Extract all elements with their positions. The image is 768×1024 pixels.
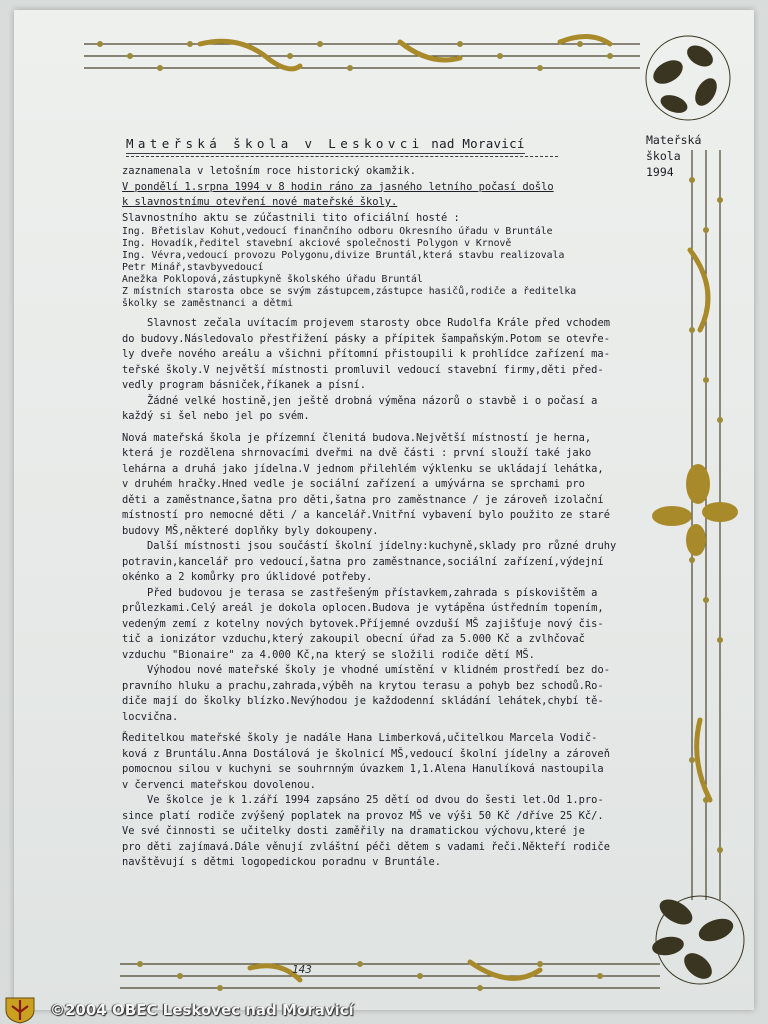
text-line: Ing. Hovadík,ředitel stavební akciové společnosti Polygon v Krnově	[122, 238, 512, 249]
text-line: v červenci mateřskou dovolenou.	[122, 778, 316, 791]
text-line: Ve své činnosti se učitelky dosti zaměřily na dramatickou výchovu,které je	[122, 825, 585, 837]
text-line: budovy MŠ,některé doplňky byly dokoupeny.	[122, 524, 379, 537]
side-note	[646, 132, 716, 180]
text-line: zaznamenala v letošním roce historický okamžik.	[122, 165, 417, 177]
text-line: vzduchu "Bionaire" za 4.000 Kč,na který se složili rodiče dětí MŠ.	[122, 648, 535, 661]
document-title	[126, 136, 525, 154]
text-line: locvična.	[122, 710, 179, 723]
text-line: vedly program básniček,říkanek a písní.	[122, 379, 366, 391]
page-number: 143	[292, 963, 312, 976]
text-line: pravního hluku a prachu,zahrada,výběh na krytou terasu a pohyb bez schodů.Ro-	[122, 679, 604, 692]
text-line: tič a ionizátor vzduchu,který zakoupil obecní úřad za 5.000 Kč a zvlhčovač	[122, 633, 585, 645]
text-line: okénko a 2 komůrky pro úklidové potřeby.	[122, 571, 373, 583]
text-line: Další místnosti jsou součástí školní jídelny:kuchyně,sklady pro různé druhy	[122, 540, 617, 552]
text-line: Před budovou je terasa se zastřešeným přístavkem,zahrada s pískovištěm a	[122, 586, 598, 599]
text-line: Ing. Břetislav Kohut,vedoucí finančního odboru Okresního úřadu v Bruntále	[122, 226, 553, 237]
coat-of-arms-icon	[2, 996, 38, 1024]
text-line: místností pro nemocné děti / a kancelář.Vnitřní vybavení bylo použito ze staré	[122, 509, 610, 521]
text-line: Výhodou nové mateřské školy je vhodné umístění v klidném prostředí bez do-	[122, 664, 610, 676]
text-line: průlezkami.Celý areál je dokola oplocen.Budova je vytápěna ústředním topením,	[122, 602, 604, 614]
side-note-line: Mateřská	[646, 133, 702, 147]
text-line: Z místních starosta obce se svým zástupcem,zástupce hasičů,rodiče a ředitelka	[122, 286, 577, 297]
text-line: since platí rodiče zvýšený poplatek na provoz MŠ ve výši 50 Kč /dříve 25 Kč/.	[122, 809, 604, 822]
text-line: Ve školce je k 1.září 1994 zapsáno 25 dětí od dvou do šesti let.Od 1.pro-	[122, 794, 604, 806]
text-line: navštěvují s dětmi logopedickou poradnu v Bruntále.	[122, 856, 442, 868]
text-line: lehárna a druhá jako jídelna.V jednom přilehlém výklenku se ukládají lehátka,	[122, 462, 604, 475]
text-line: děti a zaměstnance,šatna pro děti,šatna pro zaměstnance / je zároveň izolační	[122, 493, 604, 506]
title-main: Mateřská škola v Leskovci	[126, 136, 424, 151]
text-line: ly dveře nového areálu a všichni přítomní přistoupili k prohlídce zařízení ma-	[122, 348, 610, 360]
side-note-line: škola	[646, 149, 681, 163]
text-line: pomocnou silou v kuchyni se souhrnným úvazkem 1,1.Alena Hanulíková nastoupila	[122, 763, 604, 775]
text-line: Žádné velké hostině,jen ještě drobná výměna názorů o stavbě i o počasí a	[122, 394, 598, 407]
text-line: vedeným zemí z kotelny nových bytovek.Příjemné ovzduší MŠ zajišťuje nový čis-	[122, 617, 604, 630]
document-body	[122, 164, 642, 871]
side-note-line: 1994	[646, 165, 674, 179]
text-line: potravin,kancelář pro vedoucí,šatna pro zaměstnance,sociální zařízení,výdejní	[122, 555, 604, 568]
text-line: k slavnostnímu otevření nové mateřské školy.	[122, 196, 398, 208]
title-divider	[126, 156, 558, 157]
text-line: V pondělí 1.srpna 1994 v 8 hodin ráno za jasného letního počasí došlo	[122, 180, 554, 193]
text-line: diče mají do školky blízko.Nevýhodou je každodenní skládání lehátek,chybí tě-	[122, 695, 604, 707]
text-line: ková z Bruntálu.Anna Dostálová je školnicí MŠ,vedoucí školní jídelny a zároveň	[122, 747, 610, 760]
text-line: každý si šel nebo jel po svém.	[122, 410, 310, 422]
text-line: Slavnost zečala uvítacím projevem starosty obce Rudolfa Krále před vchodem	[122, 317, 610, 329]
text-line: Nová mateřská škola je přízemní členitá budova.Největší místností je herna,	[122, 431, 592, 444]
text-line: do budovy.Následovalo přestřižení pásky a přípitek šampaňským.Potom se otevře-	[122, 332, 610, 345]
text-line: Petr Minář,stavbyvedoucí	[122, 262, 264, 273]
title-tail: nad Moravicí	[423, 136, 525, 151]
text-line: pro děti zajímavá.Dále věnují zvláštní péči dětem s vadami řeči.Někteří rodiče	[122, 840, 610, 853]
text-line: teřské školy.V největší místnosti promluvil vedoucí stavební firmy,děti před-	[122, 363, 604, 376]
text-line: Anežka Poklopová,zástupkyně školského úřadu Bruntál	[122, 274, 423, 285]
text-line: Ing. Vévra,vedoucí provozu Polygonu,divize Bruntál,která stavbu realizovala	[122, 250, 565, 261]
text-line: která je rozdělena shrnovacími dveřmi na dvě části : první slouží také jako	[122, 447, 592, 459]
text-line: v druhém hračky.Hned vedle je sociální zařízení a umývárna se sprchami pro	[122, 478, 585, 490]
copyright-bar	[0, 996, 768, 1024]
text-line: Slavnostního aktu se zúčastnili tito oficiální hosté :	[122, 211, 460, 224]
copyright-text: ©2004 OBEC Leskovec nad Moravicí	[50, 1001, 354, 1019]
text-line: školky se zaměstnanci a dětmi	[122, 298, 294, 309]
text-line: Ředitelkou mateřské školy je nadále Hana Limberková,učitelkou Marcela Vodič-	[122, 732, 598, 744]
